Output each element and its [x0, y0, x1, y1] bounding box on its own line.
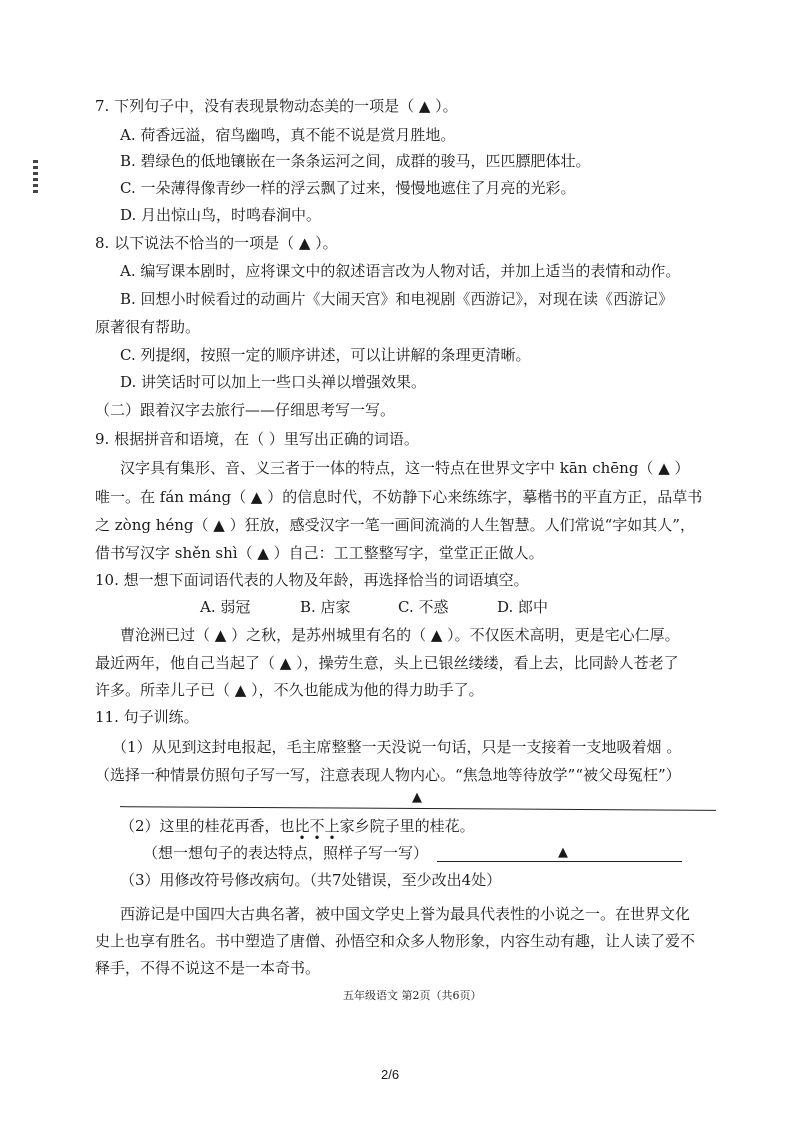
- q9-stem: 9. 根据拼音和语境，在（ ）里写出正确的词语。: [95, 430, 419, 448]
- q11-s2-dot-char-1: 比: [294, 817, 310, 835]
- q11-sentence3: （3）用修改符号修改病句。（共7处错误，至少改出4处）: [120, 871, 502, 889]
- q11-s1-answer-marker: ▲: [412, 790, 422, 805]
- q11-s2-answer-marker: ▲: [558, 845, 568, 860]
- section-2-heading: （二）跟着汉字去旅行——仔细思考写一写。: [95, 401, 396, 419]
- q10-paragraph-line2: 最近两年，他自己当起了（ ▲ ），操劳生意，头上已银丝缕缕，看上去，比同龄人苍老了: [95, 654, 679, 672]
- q8-option-b-line1: B. 回想小时候看过的动画片《大闹天宫》和电视剧《西游记》，对现在读《西游记》: [120, 290, 674, 308]
- q7-option-b: B. 碧绿色的低地镶嵌在一条条运河之间，成群的骏马，匹匹膘肥体壮。: [120, 152, 591, 170]
- q11-s2-dot-char-3: 上: [324, 817, 340, 835]
- q8-option-d: D. 讲笑话时可以加上一些口头禅以增强效果。: [120, 373, 427, 391]
- q11-s2-answer-line[interactable]: [437, 861, 682, 862]
- page-number: 2/6: [381, 1067, 400, 1082]
- q11-stem: 11. 句子训练。: [95, 708, 199, 726]
- q10-option-a: A. 弱冠: [200, 598, 251, 616]
- q8-option-b-line2: 原著很有帮助。: [95, 318, 201, 336]
- q11-s2-pre: （2）这里的桂花再香，也: [120, 817, 295, 835]
- q9-paragraph-line3: 之 zòng héng（ ▲ ）狂放，感受汉字一笔一画间流淌的人生智慧。人们常说“字如其人”，: [95, 516, 695, 534]
- q10-option-c: C. 不惑: [398, 598, 449, 616]
- q7-stem: 7. 下列句子中，没有表现景物动态美的一项是（ ▲ ）。: [95, 97, 458, 115]
- page-footer: 五年级语文 第2页（共6页）: [343, 989, 482, 1002]
- passage-line3: 释手，不得不说这不是一本奇书。: [95, 959, 321, 977]
- q10-option-d: D. 郎中: [497, 598, 549, 616]
- q8-option-a: A. 编写课本剧时，应将课文中的叙述语言改为人物对话，并加上适当的表情和动作。: [120, 262, 681, 280]
- passage-line1: 西游记是中国四大古典名著，被中国文学史上誉为最具代表性的小说之一。在世界文化: [120, 905, 691, 923]
- q8-option-c: C. 列提纲，按照一定的顺序讲述，可以让讲解的条理更清晰。: [120, 346, 531, 364]
- q9-paragraph-line4: 借书写汉字 shěn shì（ ▲ ）自己：工工整整写字，堂堂正正做人。: [95, 544, 544, 562]
- q11-s2-dot-char-2: 不: [309, 817, 325, 835]
- binding-margin-mark: [33, 160, 38, 194]
- q10-option-b: B. 店家: [300, 598, 351, 616]
- q7-option-a: A. 荷香远溢，宿鸟幽鸣，真不能不说是赏月胜地。: [120, 126, 456, 144]
- q11-sentence2: [120, 816, 475, 836]
- q10-paragraph-line1: 曹沧洲已过（ ▲ ）之秋，是苏州城里有名的（ ▲ ）。不仅医术高明，更是宅心仁厚。: [120, 626, 680, 644]
- q10-stem: 10. 想一想下面词语代表的人物及年龄，再选择恰当的词语填空。: [95, 571, 529, 589]
- q11-sentence1-instruction: （选择一种情景仿照句子写一写，注意表现人物内心。“焦急地等待放学”“被父母冤枉”）: [95, 766, 681, 784]
- q11-s2-post: 家乡院子里的桂花。: [339, 817, 475, 835]
- q7-option-d: D. 月出惊山鸟，时鸣春涧中。: [120, 206, 322, 224]
- q8-stem: 8. 以下说法不恰当的一项是（ ▲ ）。: [95, 234, 338, 252]
- q11-sentence2-instruction: （想一想句子的表达特点，照样子写一写）: [143, 844, 429, 862]
- passage-line2: 史上也享有胜名。书中塑造了唐僧、孙悟空和众多人物形象，内容生动有趣，让人读了爱不: [95, 932, 696, 950]
- q7-option-c: C. 一朵薄得像青纱一样的浮云飘了过来，慢慢地遮住了月亮的光彩。: [120, 179, 576, 197]
- q9-paragraph-line1: 汉字具有集形、音、义三者于一体的特点，这一特点在世界文字中 kān chēng（ ▲ ）: [120, 459, 690, 477]
- q11-sentence1: （1）从见到这封电报起，毛主席整整一天没说一句话，只是一支接着一支地吸着烟 。: [112, 738, 682, 756]
- q9-paragraph-line2: 唯一。在 fán máng（ ▲ ）的信息时代，不妨静下心来练练字，摹楷书的平直方正，品草书: [95, 488, 703, 506]
- q10-paragraph-line3: 许多。所幸儿子已（ ▲ ），不久也能成为他的得力助手了。: [95, 681, 484, 699]
